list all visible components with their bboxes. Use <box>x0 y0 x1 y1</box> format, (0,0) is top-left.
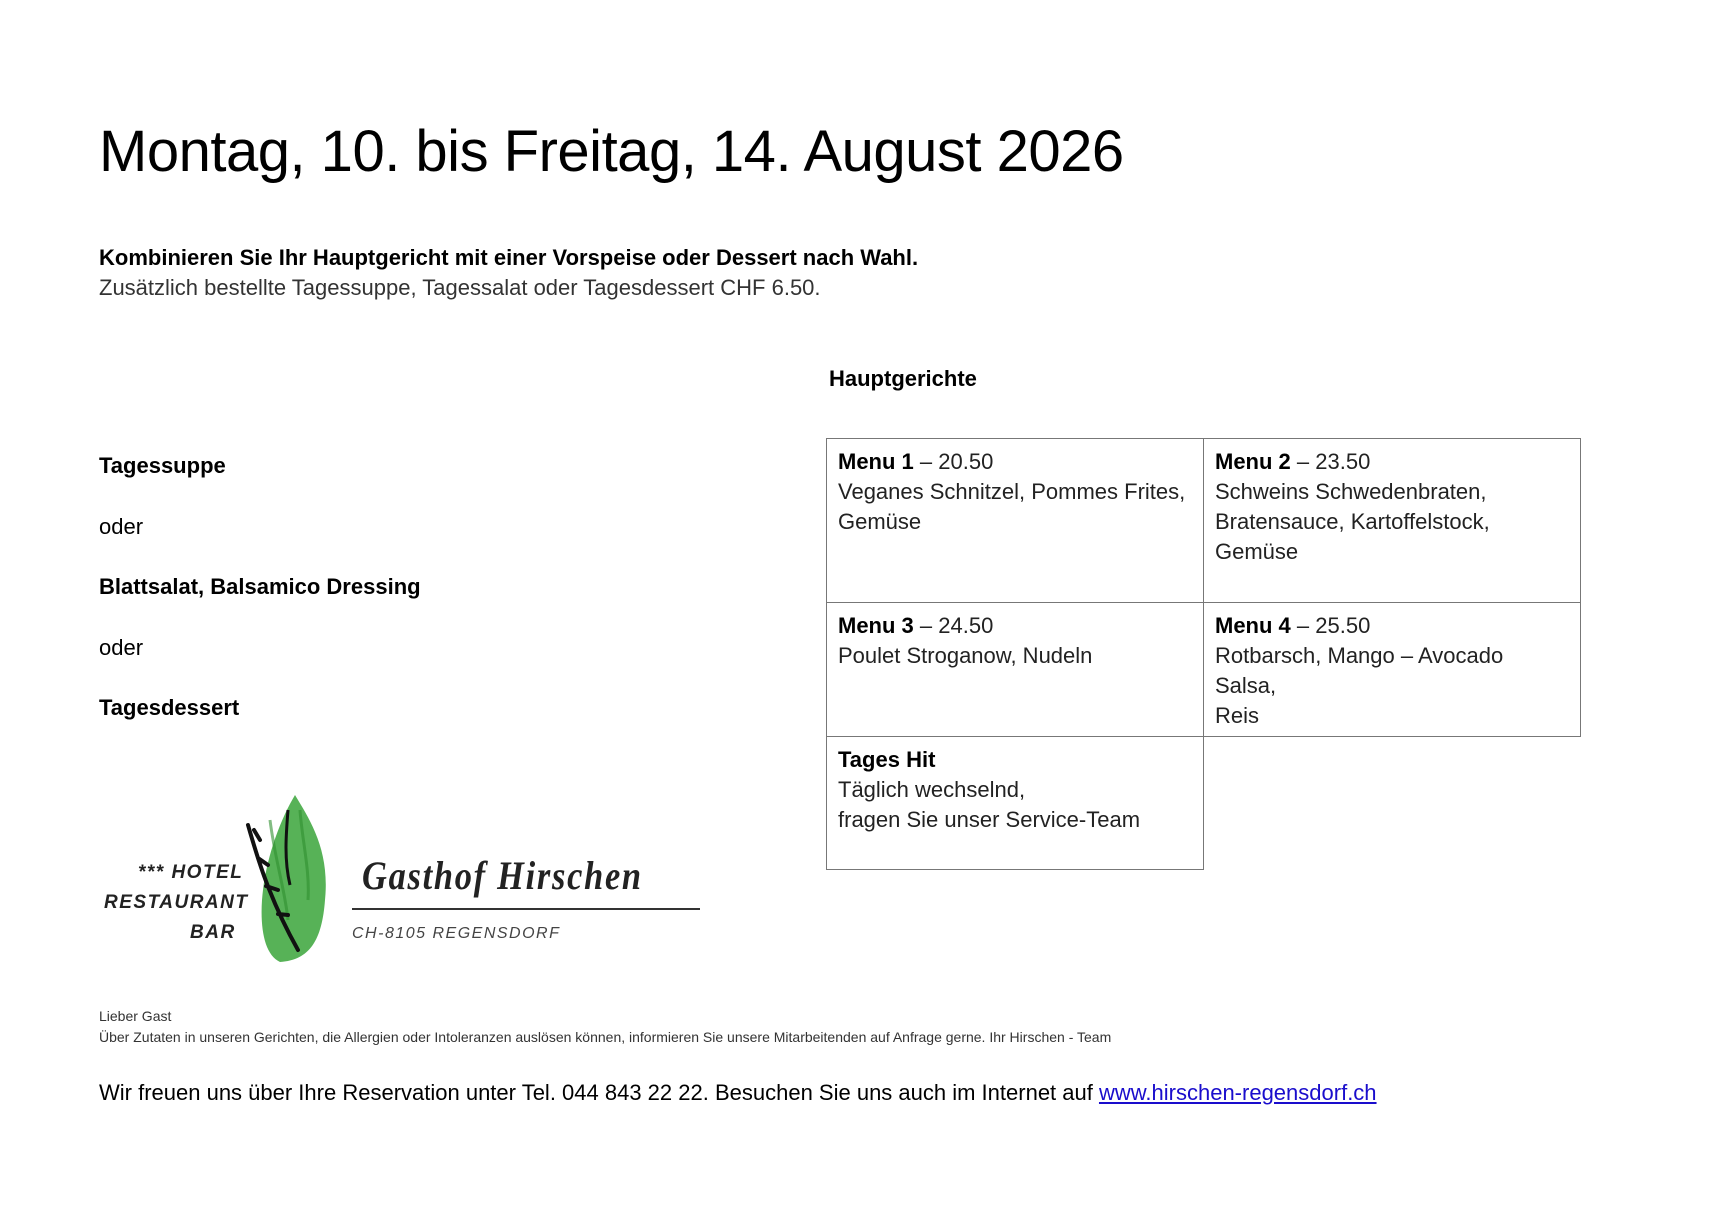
menu-cell-tages-hit <box>826 736 1204 870</box>
hotel-logo <box>100 790 710 965</box>
starter-dessert: Tagesdessert <box>99 695 240 720</box>
starter-salad: Blattsalat, Balsamico Dressing <box>99 574 421 599</box>
menu-description: Veganes Schnitzel, Pommes Frites, Gemüse <box>838 479 1186 534</box>
menu-cell-2 <box>1203 438 1581 603</box>
logo-hotel-label: *** HOTEL <box>138 862 244 883</box>
logo-bar-label: BAR <box>190 922 236 943</box>
logo-address: CH-8105 REGENSDORF <box>352 925 561 942</box>
footer-text: Wir freuen uns über Ihre Reservation unter Tel. 044 843 22 22. Besuchen Sie uns auch im Internet auf <box>99 1080 1099 1105</box>
menu-description: Schweins Schwedenbraten, Bratensauce, Kartoffelstock, Gemüse <box>1215 479 1490 564</box>
starter-soup: Tagessuppe <box>99 453 226 478</box>
menu-name: Menu 2 <box>1215 449 1291 474</box>
note-greeting: Lieber Gast <box>99 1008 172 1024</box>
intro-combination-note: Kombinieren Sie Ihr Hauptgericht mit einer Vorspeise oder Dessert nach Wahl. <box>99 245 919 270</box>
note-allergy: Über Zutaten in unseren Gerichten, die Allergien oder Intoleranzen auslösen können, informieren Sie unsere Mitarbeitenden auf Anfrage gerne. Ihr Hirschen - Team <box>99 1029 1112 1045</box>
menu-price: – 25.50 <box>1290 613 1371 638</box>
logo-restaurant-label: RESTAURANT <box>104 892 249 913</box>
footer-reservation <box>99 1080 1377 1106</box>
menu-cell-1 <box>826 438 1204 603</box>
logo-name: Gasthof Hirschen <box>362 853 643 898</box>
menu-price: – 20.50 <box>913 449 994 474</box>
intro-extra-price-note: Zusätzlich bestellte Tagessuppe, Tagessalat oder Tagesdessert CHF 6.50. <box>99 275 821 300</box>
website-link[interactable]: www.hirschen-regensdorf.ch <box>1098 1080 1377 1105</box>
mains-heading: Hauptgerichte <box>829 366 977 391</box>
menu-cell-4 <box>1203 602 1581 737</box>
antler-leaf-icon <box>240 790 340 965</box>
starter-or-1: oder <box>99 514 144 539</box>
menu-name: Tages Hit <box>838 747 936 772</box>
menu-description: Poulet Stroganow, Nudeln <box>838 643 1093 668</box>
menu-price: – 23.50 <box>1290 449 1371 474</box>
menu-price: – 24.50 <box>913 613 994 638</box>
menu-description: Täglich wechselnd, fragen Sie unser Service-Team <box>838 777 1141 832</box>
menu-name: Menu 3 <box>838 613 914 638</box>
menu-cell-3 <box>826 602 1204 737</box>
menu-name: Menu 1 <box>838 449 914 474</box>
menu-description: Rotbarsch, Mango – Avocado Salsa, Reis <box>1215 643 1504 728</box>
logo-divider <box>352 908 700 910</box>
page-title: Montag, 10. bis Freitag, 14. August 2026 <box>99 119 1124 184</box>
starter-or-2: oder <box>99 635 144 660</box>
menu-name: Menu 4 <box>1215 613 1291 638</box>
